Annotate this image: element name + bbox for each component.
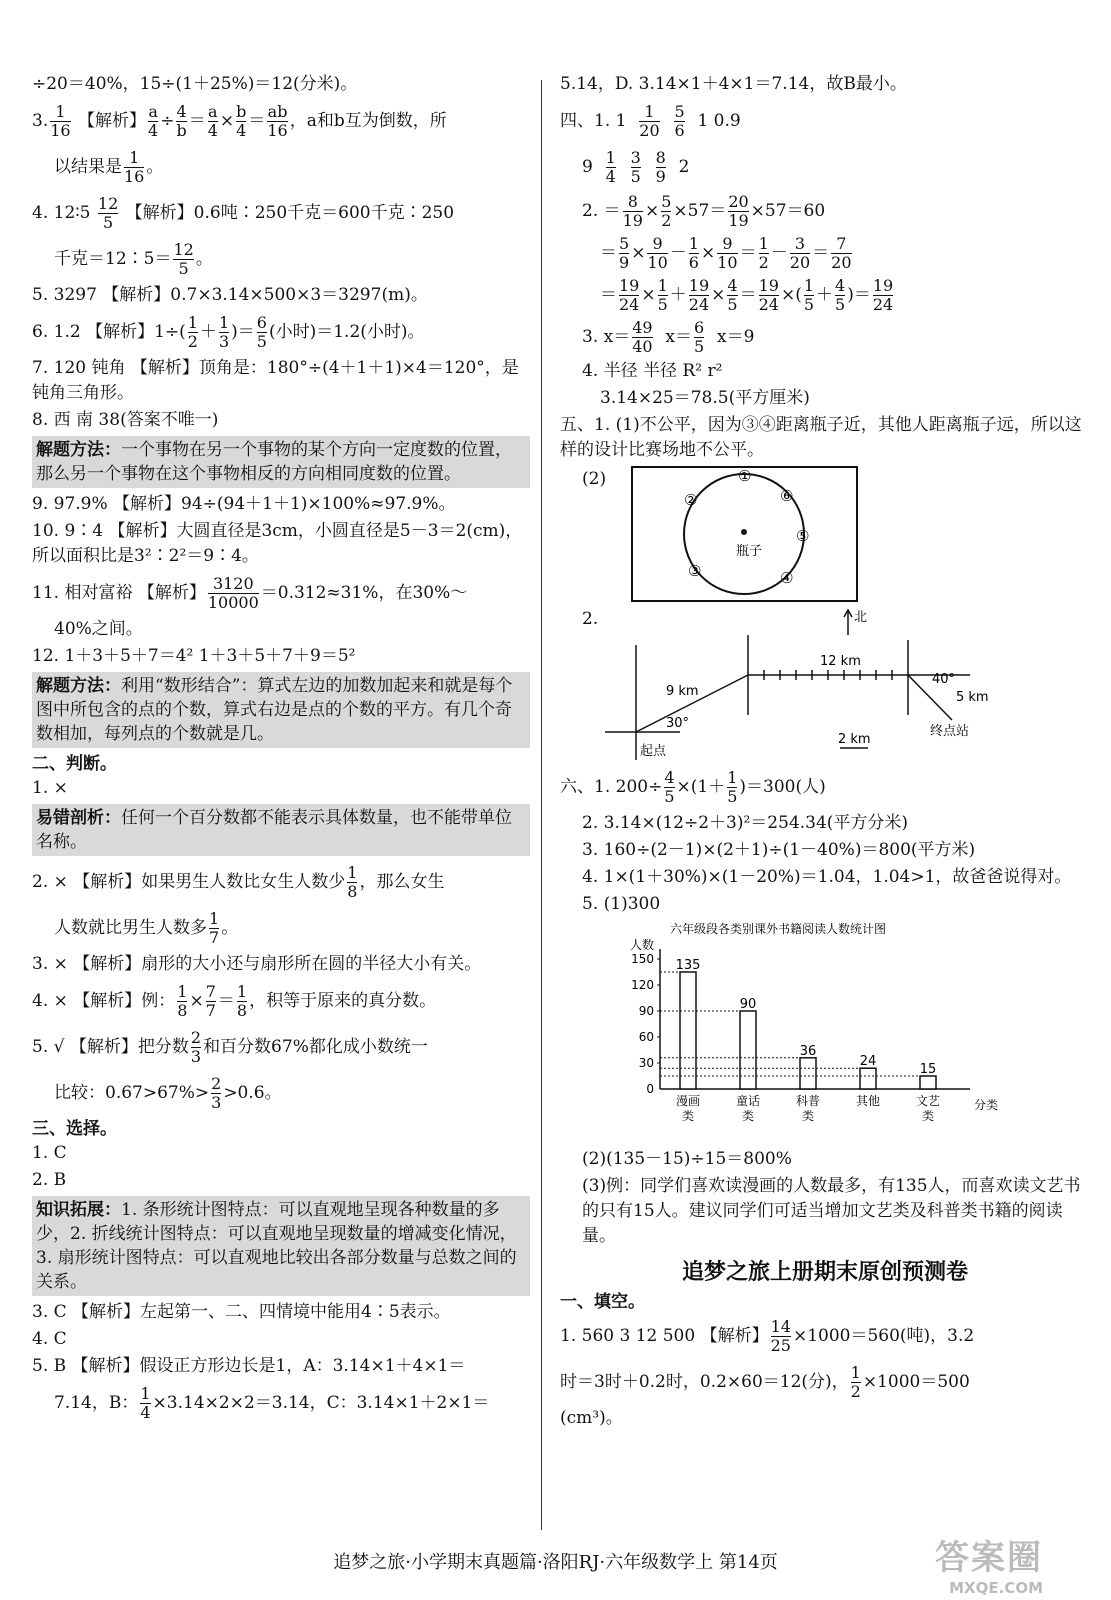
- category-label: 其他: [855, 1094, 881, 1108]
- category-label: 漫画: [675, 1094, 701, 1108]
- judge-1: 1. ×: [32, 778, 68, 798]
- map-question: 2.: [582, 609, 599, 629]
- y-tick-label: 90: [638, 1004, 654, 1018]
- position-1: ①: [738, 467, 752, 485]
- calc-2c: ＝ $\frac{19}{24}$ × $\frac{1}{5}$ ＋ $\frac{19}{24}$ × $\frac{4}{5}$ ＝ $\frac{19}{24}$ ×( $\frac{1}{5}$ ＋ $\frac{4}{5}$ )＝ $\frac{19}{24}$: [600, 276, 894, 314]
- calc-4: 4. 半径 半径 R² r²: [582, 361, 723, 381]
- section5-q1: 五、1. (1)不公平，因为③④距离瓶子近，其他人距离瓶子远，所以这样的设计比赛场地不公平。: [560, 415, 1082, 460]
- start-label: 起点: [640, 744, 667, 759]
- bar-value-label: 90: [739, 997, 757, 1012]
- position-4: ④: [780, 569, 794, 587]
- section4-row1: 四、1. 1 $\frac{1}{20}$ $\frac{5}{6}$ 1 0.9: [560, 102, 741, 140]
- section6-q1: 六、1. 200÷ $\frac{4}{5}$ ×(1＋ $\frac{1}{5}$ )＝300(人): [560, 768, 826, 806]
- bar-童话类: [740, 1011, 756, 1089]
- bar-其他: [860, 1068, 876, 1089]
- answer-q4: 4. 12∶5 $\frac{12}{5}$ 【解析】0.6吨∶250千克＝600千克∶250: [32, 194, 455, 232]
- bar-漫画类: [680, 972, 696, 1089]
- category-label-line2: 类: [741, 1109, 755, 1123]
- distance-12km: 12 km: [820, 654, 861, 669]
- answer-q12: 12. 1＋3＋5＋7＝4² 1＋3＋5＋7＋9＝5²: [32, 646, 356, 666]
- answer-q6: 6. 1.2 【解析】1÷( $\frac{1}{2}$ ＋ $\frac{1}{3}$ )＝ $\frac{6}{5}$ (小时)＝1.2(小时)。: [32, 313, 425, 351]
- y-tick-label: 0: [646, 1082, 654, 1096]
- column-divider: [541, 80, 542, 1530]
- bar-value-label: 36: [799, 1043, 817, 1059]
- bottle-label: 瓶子: [736, 544, 763, 559]
- bottle-dot: [741, 529, 747, 535]
- left-column: [32, 72, 530, 1427]
- section6-q5-3: (3)例：同学们喜欢读漫画的人数最多，有135人，而喜欢读文艺书的只有15人。建议同学们可适当增加文艺类及科普类书籍的阅读量。: [582, 1176, 1081, 1246]
- judge-5-cont: 比较：0.67>67%> $\frac{2}{3}$ >0.6。: [54, 1074, 282, 1112]
- bar-chart: [560, 919, 1090, 1147]
- watermark-url: MXQE.COM: [949, 1579, 1043, 1597]
- section6-q3: 3. 160÷(2－1)×(2＋1)÷(1－40%)＝800(平方米): [582, 840, 976, 860]
- bar-value-label: 24: [859, 1054, 877, 1070]
- method-box: 解题方法：利用“数形结合”：算式左边的加数加起来和就是每个图中所包含的点的个数，算式右边是点的个数的平方。有几个奇数相加，每列点的个数就是几。: [32, 672, 530, 748]
- north-label: 北: [854, 610, 868, 625]
- position-5: ⑤: [796, 527, 810, 545]
- right-column: [560, 72, 1090, 1433]
- exam-title: 追梦之旅上册期末原创预测卷: [681, 1260, 968, 1285]
- choice-5: 5. B 【解析】假设正方形边长是1，A：3.14×1＋4×1＝: [32, 1356, 466, 1376]
- category-label-line2: 类: [681, 1109, 695, 1123]
- method-box: 解题方法：一个事物在另一个事物的某个方向一定度数的位置，那么另一个事物在这个事物相反的方向相同度数的位置。: [32, 436, 530, 488]
- category-label: 文艺: [915, 1094, 941, 1108]
- answer-q8: 8. 西 南 38(答案不唯一): [32, 410, 219, 430]
- answer-q3-cont: 以结果是 $\frac{1}{16}$ 。: [54, 148, 164, 186]
- page-footer: 追梦之旅·小学期末真题篇·洛阳RJ·六年级数学上 第14页: [333, 1552, 778, 1573]
- answer-q7: 7. 120 钝角 【解析】顶角是：180°÷(4＋1＋1)×4＝120°，是钝角三角形。: [32, 358, 519, 403]
- bar-chart-svg: [600, 919, 1100, 1147]
- fraction: $\frac{1}{16}$: [50, 102, 71, 140]
- distance-9km: 9 km: [666, 684, 699, 699]
- calc-3: 3. x＝ $\frac{49}{40}$ x＝ $\frac{6}{5}$ x＝9: [582, 318, 755, 356]
- calc-2a: 2. ＝ $\frac{8}{19}$ × $\frac{5}{2}$ ×57＝ $\frac{20}{19}$ ×57＝60: [582, 192, 826, 230]
- error-box: 易错剖析：任何一个百分数都不能表示具体数量，也不能带单位名称。: [32, 804, 530, 856]
- fill-1-cont2: (cm³)。: [560, 1408, 623, 1428]
- choice-2: 2. B: [32, 1170, 67, 1190]
- judge-2-cont: 人数就比男生人数多 $\frac{1}{7}$ 。: [54, 909, 239, 947]
- section6-q5: 5. (1)300: [582, 894, 661, 914]
- category-label-line2: 类: [921, 1109, 935, 1123]
- distance-5km: 5 km: [956, 690, 989, 705]
- y-tick-label: 30: [638, 1056, 654, 1070]
- position-2: ②: [684, 491, 698, 509]
- answer-q10: 10. 9∶4 【解析】大圆直径是3cm，小圆直径是5－3＝2(cm)，所以面积比是3²∶2²＝9∶4。: [32, 521, 523, 566]
- position-3: ③: [688, 562, 702, 580]
- answer-line: 5.14，D. 3.14×1＋4×1＝7.14，故B最小。: [560, 74, 907, 94]
- calc-2b: ＝ $\frac{5}{9}$ × $\frac{9}{10}$ － $\frac{1}{6}$ × $\frac{9}{10}$ ＝ $\frac{1}{2}$ － $\frac{3}{20}$ ＝ $\frac{7}{20}$: [600, 234, 852, 272]
- category-label: 科普: [795, 1094, 821, 1108]
- section-fill: 一、填空。: [560, 1292, 645, 1312]
- answer-q3: 3. $\frac{1}{16}$ 【解析】 $\frac{a}{4}$ ÷ $\frac{4}{b}$ ＝ $\frac{a}{4}$ × $\frac{b}{4}$ ＝ $\frac{ab}{16}$ ，a和b互为倒数，所: [32, 102, 447, 140]
- bar-value-label: 135: [675, 958, 701, 973]
- section6-q4: 4. 1×(1＋30%)×(1－20%)＝1.04，1.04>1，故爸爸说得对。: [582, 867, 1072, 887]
- section-choice: 三、选择。: [32, 1119, 117, 1139]
- chart-title: 六年级段各类别课外书籍阅读人数统计图: [670, 922, 887, 936]
- knowledge-box: 知识拓展：1. 条形统计图特点：可以直观地呈现各种数量的多少，2. 折线统计图特点：可以直观地呈现数量的增减变化情况，3. 扇形统计图特点：可以直观地比较出各部分数量与总数之间的关系。: [32, 1196, 530, 1296]
- figure-label: (2): [582, 469, 607, 489]
- answer-q4-cont: 千克＝12∶5＝ $\frac{12}{5}$ 。: [54, 240, 213, 278]
- route-map: [560, 605, 1090, 765]
- answer-q9: 9. 97.9% 【解析】94÷(94＋1＋1)×100%≈97.9%。: [32, 494, 456, 514]
- bar-文艺类: [920, 1076, 936, 1089]
- choice-4: 4. C: [32, 1329, 67, 1349]
- position-6: ⑥: [780, 487, 794, 505]
- choice-5-cont: 7.14，B： $\frac{1}{4}$ ×3.14×2×2＝3.14，C：3.14×1＋2×1＝: [54, 1384, 490, 1422]
- section6-q2: 2. 3.14×(12÷2＋3)²＝254.34(平方分米): [582, 813, 909, 833]
- y-tick-label: 120: [631, 978, 654, 992]
- circle-figure: [560, 465, 1090, 605]
- watermark: [935, 1530, 1043, 1597]
- y-tick-label: 150: [631, 952, 654, 966]
- watermark-logo: 答案圈: [935, 1538, 1043, 1578]
- choice-3: 3. C 【解析】左起第一、二、四情境中能用4∶5表示。: [32, 1302, 451, 1322]
- category-label-line2: 类: [801, 1109, 815, 1123]
- judge-5: 5. √ 【解析】把分数 $\frac{2}{3}$ 和百分数67%都化成小数统一: [32, 1028, 428, 1066]
- angle-40: 40°: [932, 672, 956, 687]
- section4-row2: 9 $\frac{1}{4}$ $\frac{3}{5}$ $\frac{8}{9}$ 2: [582, 148, 690, 186]
- calc-4b: 3.14×25＝78.5(平方厘米): [600, 388, 810, 408]
- answer-q11: 11. 相对富裕 【解析】 $\frac{3120}{10000}$ ＝0.312≈31%，在30%～: [32, 574, 468, 612]
- chart-xlabel: 分类: [974, 1098, 999, 1112]
- section-judge: 二、判断。: [32, 754, 117, 774]
- category-label: 童话: [735, 1094, 761, 1108]
- route-diagram: [600, 605, 1020, 765]
- judge-4: 4. × 【解析】例： $\frac{1}{8}$ × $\frac{7}{7}$ ＝ $\frac{1}{8}$ ，积等于原来的真分数。: [32, 982, 437, 1020]
- answer-line: ÷20＝40%，15÷(1＋25%)＝12(分米)。: [32, 74, 358, 94]
- end-label: 终点站: [930, 724, 970, 739]
- bar-科普类: [800, 1058, 816, 1089]
- answer-q11-cont: 40%之间。: [54, 619, 143, 639]
- judge-3: 3. × 【解析】扇形的大小还与扇形所在圆的半径大小有关。: [32, 954, 482, 974]
- judge-2: 2. × 【解析】如果男生人数比女生人数少 $\frac{1}{8}$ ，那么女生: [32, 863, 445, 901]
- fill-1-cont: 时＝3时＋0.2时，0.2×60＝12(分)， $\frac{1}{2}$ ×1000＝500: [560, 1363, 970, 1401]
- choice-1: 1. C: [32, 1143, 67, 1163]
- bar-value-label: 15: [919, 1062, 937, 1077]
- scale-label: 2 km: [838, 732, 871, 747]
- y-tick-label: 60: [638, 1030, 654, 1044]
- chart-ylabel: 人数: [630, 938, 655, 952]
- section6-q5-2: (2)(135－15)÷15＝800%: [582, 1149, 792, 1169]
- fill-1: 1. 560 3 12 500 【解析】 $\frac{14}{25}$ ×1000＝560(吨)，3.2: [560, 1317, 975, 1355]
- circle-diagram: [630, 465, 860, 605]
- answer-q5: 5. 3297 【解析】0.7×3.14×500×3＝3297(m)。: [32, 285, 428, 305]
- angle-30: 30°: [666, 716, 690, 731]
